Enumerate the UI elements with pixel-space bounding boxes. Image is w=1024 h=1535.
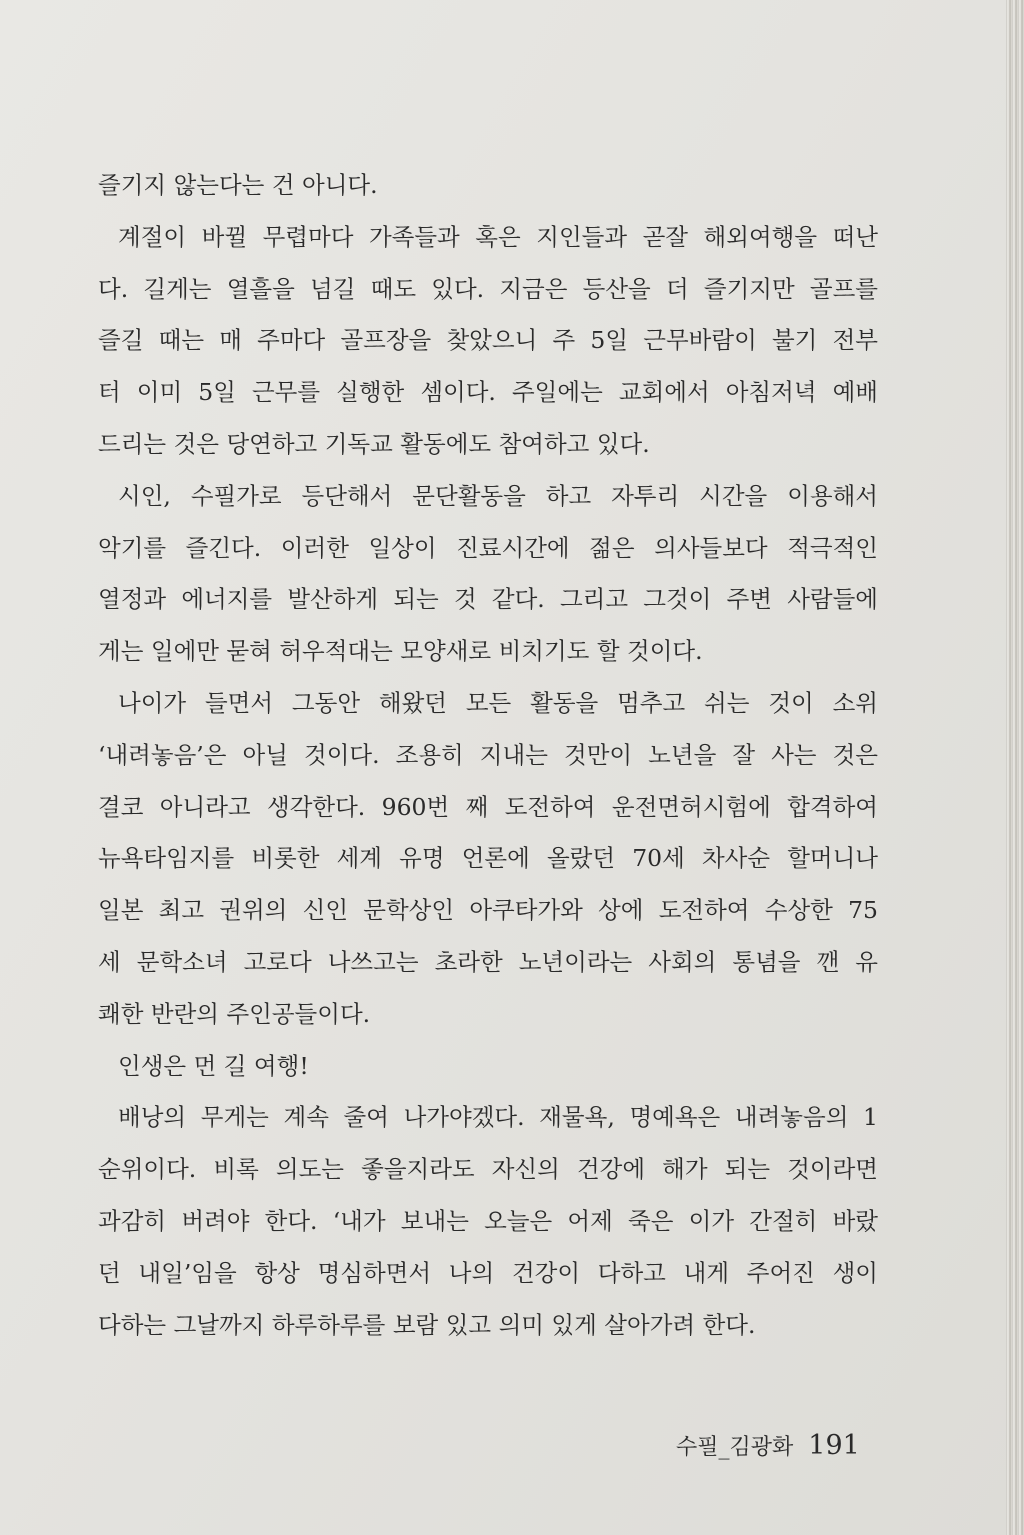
running-head: 수필_김광화 bbox=[676, 1435, 794, 1460]
page-edge bbox=[1006, 0, 1024, 1535]
text-line: 일본 최고 권위의 신인 문학상인 아쿠타가와 상에 도전하여 수상한 75 bbox=[98, 896, 878, 925]
text-line: 계절이 바뀔 무렵마다 가족들과 혹은 지인들과 곧잘 해외여행을 떠난 bbox=[118, 222, 878, 251]
text-line: 뉴욕타임지를 비롯한 세계 유명 언론에 올랐던 70세 차사순 할머니나 bbox=[98, 844, 878, 873]
text-line: 결코 아니라고 생각한다. 960번 째 도전하여 운전면허시험에 합격하여 bbox=[98, 792, 878, 821]
essay-body bbox=[98, 160, 878, 1351]
text-line: 나이가 들면서 그동안 해왔던 모든 활동을 멈추고 쉬는 것이 소위 bbox=[118, 688, 878, 717]
text-line: 과감히 버려야 한다. ‘내가 보내는 오늘은 어제 죽은 이가 간절히 바랐 bbox=[98, 1206, 878, 1235]
text-line: 인생은 먼 길 여행! bbox=[118, 1051, 309, 1080]
text-line: 쾌한 반란의 주인공들이다. bbox=[98, 999, 371, 1028]
text-line: 즐길 때는 매 주마다 골프장을 찾았으니 주 5일 근무바람이 불기 전부 bbox=[98, 326, 878, 355]
text-line: 다하는 그날까지 하루하루를 보람 있고 의미 있게 살아가려 한다. bbox=[98, 1310, 756, 1339]
text-line: 즐기지 않는다는 건 아니다. bbox=[98, 171, 378, 199]
text-line: 던 내일’임을 항상 명심하면서 나의 건강이 다하고 내게 주어진 생이 bbox=[98, 1258, 878, 1287]
text-line: 배낭의 무게는 계속 줄여 나가야겠다. 재물욕, 명예욕은 내려놓음의 1 bbox=[118, 1103, 878, 1132]
text-line: 시인, 수필가로 등단해서 문단활동을 하고 자투리 시간을 이용해서 bbox=[118, 481, 878, 510]
text-line: 세 문학소녀 고로다 나쓰고는 초라한 노년이라는 사회의 통념을 깬 유 bbox=[98, 947, 878, 976]
text-line: 게는 일에만 묻혀 허우적대는 모양새로 비치기도 할 것이다. bbox=[98, 637, 703, 666]
text-line: 악기를 즐긴다. 이러한 일상이 진료시간에 젊은 의사들보다 적극적인 bbox=[98, 533, 878, 562]
text-line: ‘내려놓음’은 아닐 것이다. 조용히 지내는 것만이 노년을 잘 사는 것은 bbox=[98, 740, 878, 769]
text-line: 다. 길게는 열흘을 넘길 때도 있다. 지금은 등산을 더 즐기지만 골프를 bbox=[98, 274, 878, 303]
page-footer bbox=[676, 1430, 860, 1461]
text-line: 드리는 것은 당연하고 기독교 활동에도 참여하고 있다. bbox=[98, 429, 650, 458]
page-number: 191 bbox=[808, 1430, 860, 1461]
text-line: 터 이미 5일 근무를 실행한 셈이다. 주일에는 교회에서 아침저녁 예배 bbox=[98, 378, 878, 407]
text-line: 순위이다. 비록 의도는 좋을지라도 자신의 건강에 해가 되는 것이라면 bbox=[98, 1155, 878, 1184]
text-line: 열정과 에너지를 발산하게 되는 것 같다. 그리고 그것이 주변 사람들에 bbox=[98, 585, 878, 614]
